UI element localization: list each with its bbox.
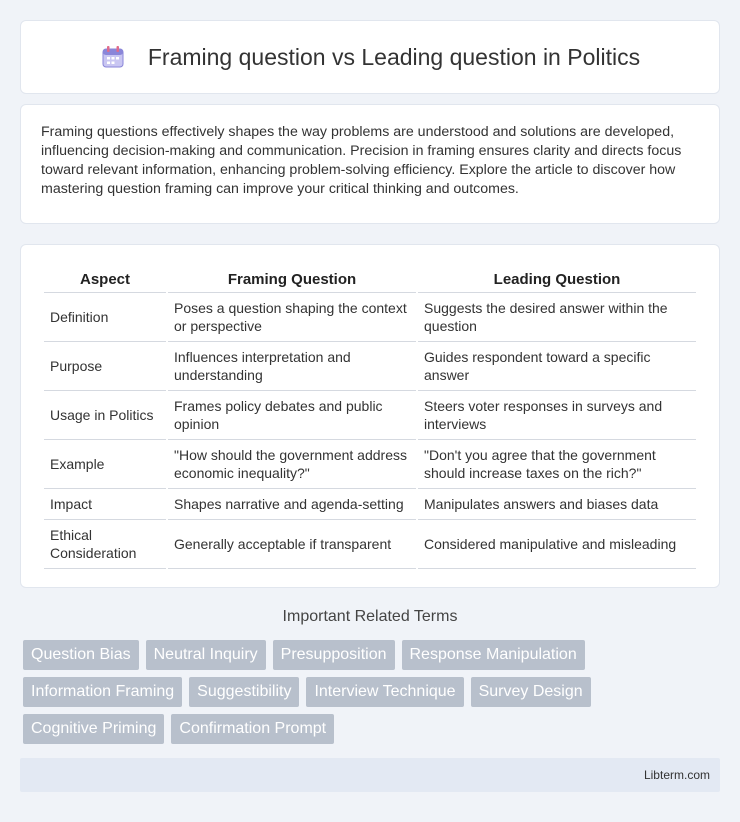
intro-card <box>20 104 720 224</box>
tag-information-framing[interactable]: Information Framing <box>23 677 182 707</box>
cell-leading: Manipulates answers and biases data <box>418 489 696 520</box>
cell-aspect: Ethical Consideration <box>44 520 166 569</box>
comparison-card <box>20 244 720 588</box>
cell-leading: Considered manipulative and misleading <box>418 520 696 569</box>
cell-framing: Poses a question shaping the context or perspective <box>168 293 416 342</box>
cell-leading: "Don't you agree that the government should increase taxes on the rich?" <box>418 440 696 489</box>
table-row <box>44 489 696 520</box>
tag-question-bias[interactable]: Question Bias <box>23 640 139 670</box>
cell-framing: Generally acceptable if transparent <box>168 520 416 569</box>
title-card <box>20 20 720 94</box>
header-aspect: Aspect <box>44 261 166 293</box>
cell-framing: Frames policy debates and public opinion <box>168 391 416 440</box>
cell-framing: Influences interpretation and understanding <box>168 342 416 391</box>
cell-framing: Shapes narrative and agenda-setting <box>168 489 416 520</box>
calendar-icon <box>100 44 126 70</box>
related-terms-list <box>23 640 713 751</box>
cell-leading: Suggests the desired answer within the question <box>418 293 696 342</box>
tag-response-manipulation[interactable]: Response Manipulation <box>402 640 585 670</box>
header-leading-question: Leading Question <box>418 261 696 293</box>
tag-row <box>23 640 713 670</box>
cell-aspect: Example <box>44 440 166 489</box>
cell-aspect: Definition <box>44 293 166 342</box>
related-terms-heading: Important Related Terms <box>282 608 458 625</box>
table-header-row <box>44 261 696 293</box>
cell-aspect: Impact <box>44 489 166 520</box>
tag-interview-technique[interactable]: Interview Technique <box>306 677 463 707</box>
table-row <box>44 520 696 569</box>
table-row <box>44 440 696 489</box>
cell-aspect: Usage in Politics <box>44 391 166 440</box>
tag-neutral-inquiry[interactable]: Neutral Inquiry <box>146 640 266 670</box>
header-framing-question: Framing Question <box>168 261 416 293</box>
tag-suggestibility[interactable]: Suggestibility <box>189 677 299 707</box>
table-row <box>44 342 696 391</box>
page-title: Framing question vs Leading question in Politics <box>147 43 641 70</box>
cell-aspect: Purpose <box>44 342 166 391</box>
tag-survey-design[interactable]: Survey Design <box>471 677 591 707</box>
tag-row <box>23 714 713 744</box>
tag-presupposition[interactable]: Presupposition <box>273 640 395 670</box>
tag-cognitive-priming[interactable]: Cognitive Priming <box>23 714 164 744</box>
footer <box>20 758 720 792</box>
intro-paragraph: Framing questions effectively shapes the way problems are understood and solutions are developed, influencing decision-making and communication. Precision in framing ensures clarity and directs focus toward relevant information, enhancing problem-solving efficiency. Explore the article to discover how mastering question framing can improve your critical thinking and outcomes. <box>41 124 682 197</box>
cell-leading: Steers voter responses in surveys and interviews <box>418 391 696 440</box>
table-row <box>44 293 696 342</box>
tag-row <box>23 677 713 707</box>
table-row <box>44 391 696 440</box>
cell-framing: "How should the government address economic inequality?" <box>168 440 416 489</box>
tag-confirmation-prompt[interactable]: Confirmation Prompt <box>171 714 334 744</box>
footer-site-link[interactable]: Libterm.com <box>643 768 710 782</box>
cell-leading: Guides respondent toward a specific answer <box>418 342 696 391</box>
comparison-table <box>42 261 698 569</box>
